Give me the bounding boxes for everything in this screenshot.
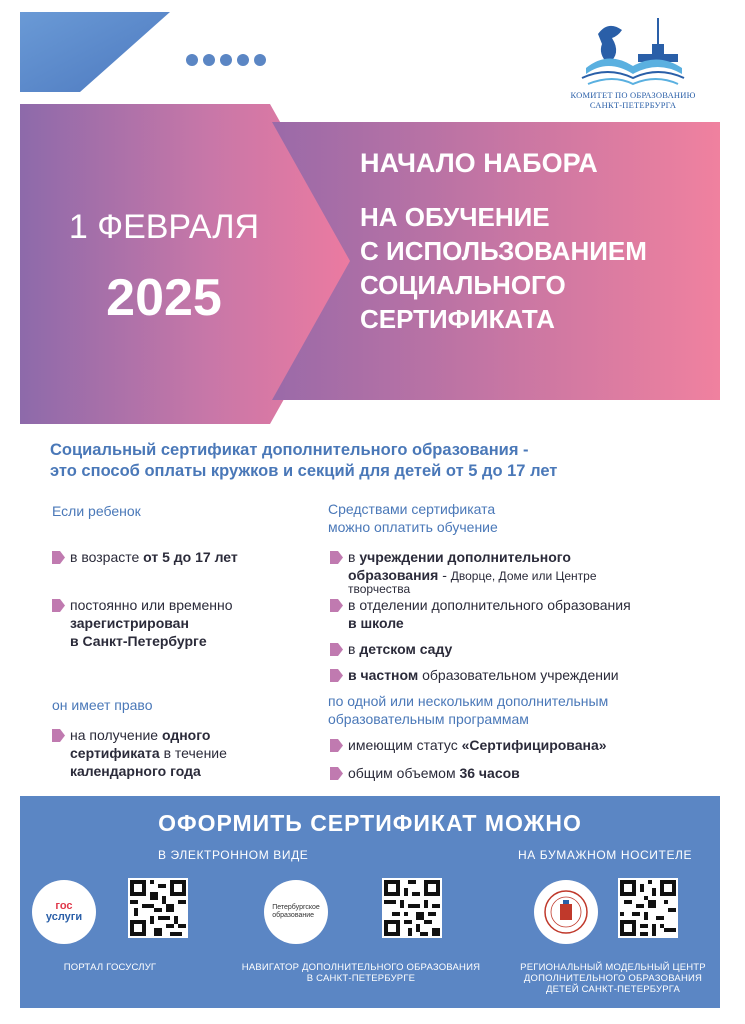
petersburg-education-logo[interactable]: [264, 880, 328, 944]
left-item-one-certificate: на получение одного сертификата в течение календарного года: [52, 726, 312, 780]
regional-center-emblem-icon: [543, 889, 589, 935]
caption-gosuslugi: ПОРТАЛ ГОСУСЛУГ: [63, 962, 157, 973]
hero-body-line: СОЦИАЛЬНОГО: [360, 270, 566, 300]
bullet-marker-icon: [52, 551, 65, 564]
caption-navigator: НАВИГАТОР ДОПОЛНИТЕЛЬНОГО ОБРАЗОВАНИЯ В САНКТ-ПЕТЕРБУРГЕ: [241, 962, 481, 984]
committee-emblem-icon: [578, 14, 688, 90]
bullet-marker-icon: [330, 599, 343, 612]
qr-code-regional-center[interactable]: [618, 878, 678, 938]
intro-line2: это способ оплаты кружков и секций для детей от 5 до 17 лет: [50, 462, 558, 480]
right-item-school: в отделении дополнительного образования в школе: [330, 596, 710, 632]
gosuslugi-logo-line1: гос: [55, 900, 73, 912]
logo-text-line2: САНКТ-ПЕТЕРБУРГА: [589, 100, 677, 110]
petersburg-logo-line1: Петербургское: [272, 904, 320, 911]
bullet-marker-icon: [52, 729, 65, 742]
corner-triangle-decoration: [20, 12, 170, 92]
qr-code-navigator[interactable]: [382, 878, 442, 938]
apply-title: ОФОРМИТЬ СЕРТИФИКАТ МОЖНО: [158, 810, 582, 836]
intro-line1: Социальный сертификат дополнительного образования -: [50, 441, 529, 459]
start-date-year: 2025: [106, 269, 222, 327]
left-column-title: Если ребенок: [52, 503, 141, 519]
right-subhead-programs: по одной или нескольким дополнительным образовательным программам: [328, 693, 609, 727]
left-item-age: в возрасте от 5 до 17 лет: [52, 548, 312, 566]
hero-body-line: СЕРТИФИКАТА: [360, 304, 555, 334]
left-item-registration: постоянно или временно зарегистрирован в Санкт-Петербурге: [52, 596, 312, 650]
gosuslugi-logo[interactable]: [32, 880, 96, 944]
right-column-title: Средствами сертификата можно оплатить обучение: [328, 501, 498, 535]
hero-banner: [20, 104, 720, 424]
left-subhead-right: он имеет право: [52, 697, 153, 713]
hero-body-line: С ИСПОЛЬЗОВАНИЕМ: [360, 236, 647, 266]
right-item-private: в частном образовательном учреждении: [330, 666, 710, 684]
bullet-marker-icon: [330, 739, 343, 752]
bullet-marker-icon: [330, 643, 343, 656]
caption-regional-center: РЕГИОНАЛЬНЫЙ МОДЕЛЬНЫЙ ЦЕНТР ДОПОЛНИТЕЛЬНОГО ОБРАЗОВАНИЯ ДЕТЕЙ САНКТ-ПЕТЕРБУРГА: [520, 962, 706, 995]
right-item-kindergarten: в детском саду: [330, 640, 710, 658]
right-item-institution: в учреждении дополнительного образования - Дворце, Доме или Центре творчества: [330, 548, 710, 595]
regional-center-logo[interactable]: [534, 880, 598, 944]
bullet-marker-icon: [330, 767, 343, 780]
bullet-marker-icon: [52, 599, 65, 612]
gosuslugi-logo-line2: услуги: [45, 911, 83, 923]
petersburg-logo-line2: образование: [272, 912, 315, 919]
bullet-marker-icon: [330, 551, 343, 564]
apply-panel: [20, 796, 720, 1008]
logo-text-line1: КОМИТЕТ ПО ОБРАЗОВАНИЮ: [570, 90, 696, 100]
paper-subtitle: НА БУМАЖНОМ НОСИТЕЛЕ: [518, 848, 693, 862]
hero-body: [360, 200, 720, 336]
right-item-hours: общим объемом 36 часов: [330, 764, 710, 782]
bullet-marker-icon: [330, 669, 343, 682]
decorative-dots: [186, 54, 266, 66]
hero-headline: НАЧАЛО НАБОРА: [360, 148, 598, 178]
right-item-status: имеющим статус «Сертифицирована»: [330, 736, 710, 754]
start-date-day: 1 ФЕВРАЛЯ: [68, 208, 260, 246]
electronic-subtitle: В ЭЛЕКТРОННОМ ВИДЕ: [158, 848, 309, 862]
intro-text: [50, 440, 690, 482]
hero-body-line: НА ОБУЧЕНИЕ: [360, 202, 550, 232]
qr-code-gosuslugi[interactable]: [128, 878, 188, 938]
